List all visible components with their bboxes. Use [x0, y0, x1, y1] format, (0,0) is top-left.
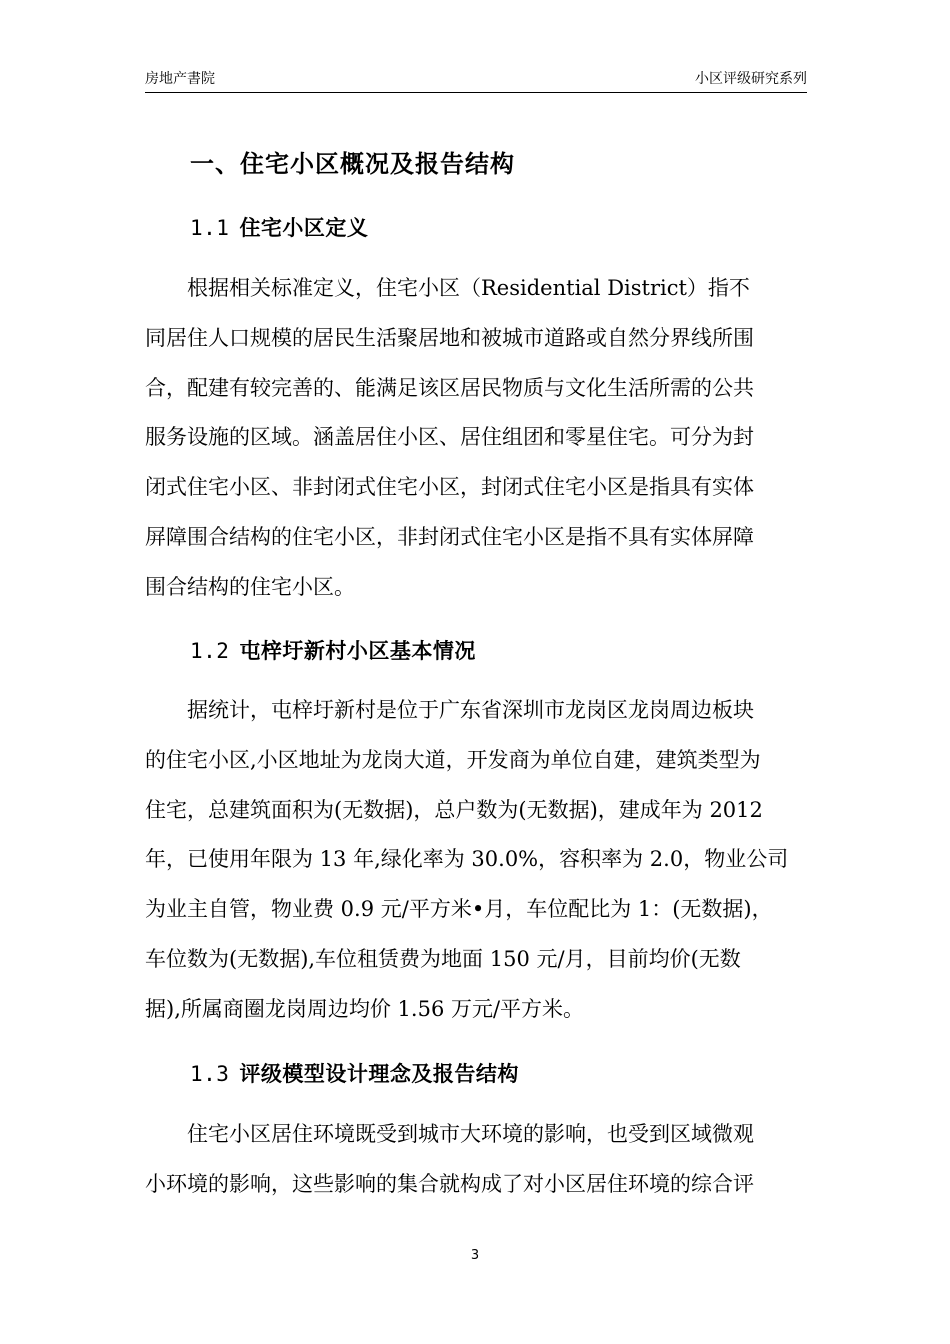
subsection-number: 1.1: [190, 216, 230, 240]
paragraph-community-info: [145, 686, 810, 1035]
section-title: 一、住宅小区概况及报告结构: [190, 150, 515, 178]
header-publisher: 房地产書院: [145, 71, 215, 87]
subsection-number: 1.3: [190, 1062, 230, 1086]
paragraph-line: 服务设施的区域。涵盖居住小区、居住组团和零星住宅。可分为封: [145, 425, 754, 450]
paragraph-model-design: [145, 1110, 810, 1210]
paragraph-line: 住宅小区居住环境既受到城市大环境的影响，也受到区域微观: [145, 1122, 754, 1146]
paragraph-line: 围合结构的住宅小区。: [145, 574, 355, 599]
header-series-title: 小区评级研究系列: [695, 71, 807, 87]
subsection-heading-1-3: [190, 1058, 519, 1088]
paragraph-line: 车位数为(无数据),车位租赁费为地面 150 元/月，目前均价(无数: [145, 946, 741, 971]
subsection-heading-1-1: [190, 212, 368, 242]
paragraph-line: 据统计，屯梓圩新村是位于广东省深圳市龙岗区龙岗周边板块: [145, 698, 754, 722]
paragraph-line: 年，已使用年限为 13 年,绿化率为 30.0%，容积率为 2.0，物业公司: [145, 847, 789, 872]
paragraph-line: 住宅，总建筑面积为(无数据)，总户数为(无数据)，建成年为 2012: [145, 797, 763, 822]
subsection-number: 1.2: [190, 639, 230, 663]
paragraph-line: 屏障围合结构的住宅小区，非封闭式住宅小区是指不具有实体屏障: [145, 524, 754, 549]
paragraph-line: 闭式住宅小区、非封闭式住宅小区，封闭式住宅小区是指具有实体: [145, 475, 754, 500]
page-number: 3: [470, 1248, 480, 1263]
paragraph-line: 合，配建有较完善的、能满足该区居民物质与文化生活所需的公共: [145, 375, 754, 400]
subsection-heading-1-2: [190, 635, 476, 665]
paragraph-line: 的住宅小区,小区地址为龙岗大道，开发商为单位自建，建筑类型为: [145, 747, 761, 772]
subsection-title: 住宅小区定义: [239, 216, 369, 240]
page-header: [145, 66, 807, 93]
paragraph-line: 根据相关标准定义，住宅小区（Residential District）指不: [145, 276, 750, 300]
paragraph-line: 同居住人口规模的居民生活聚居地和被城市道路或自然分界线所围: [145, 325, 754, 350]
subsection-title: 屯梓圩新村小区基本情况: [239, 639, 476, 663]
paragraph-line: 为业主自管，物业费 0.9 元/平方米•月，车位配比为 1：(无数据)，: [145, 897, 773, 922]
subsection-title: 评级模型设计理念及报告结构: [239, 1062, 519, 1086]
paragraph-definition: [145, 264, 810, 613]
paragraph-line: 据),所属商圈龙岗周边均价 1.56 万元/平方米。: [145, 996, 585, 1021]
paragraph-line: 小环境的影响，这些影响的集合就构成了对小区居住环境的综合评: [145, 1171, 754, 1196]
